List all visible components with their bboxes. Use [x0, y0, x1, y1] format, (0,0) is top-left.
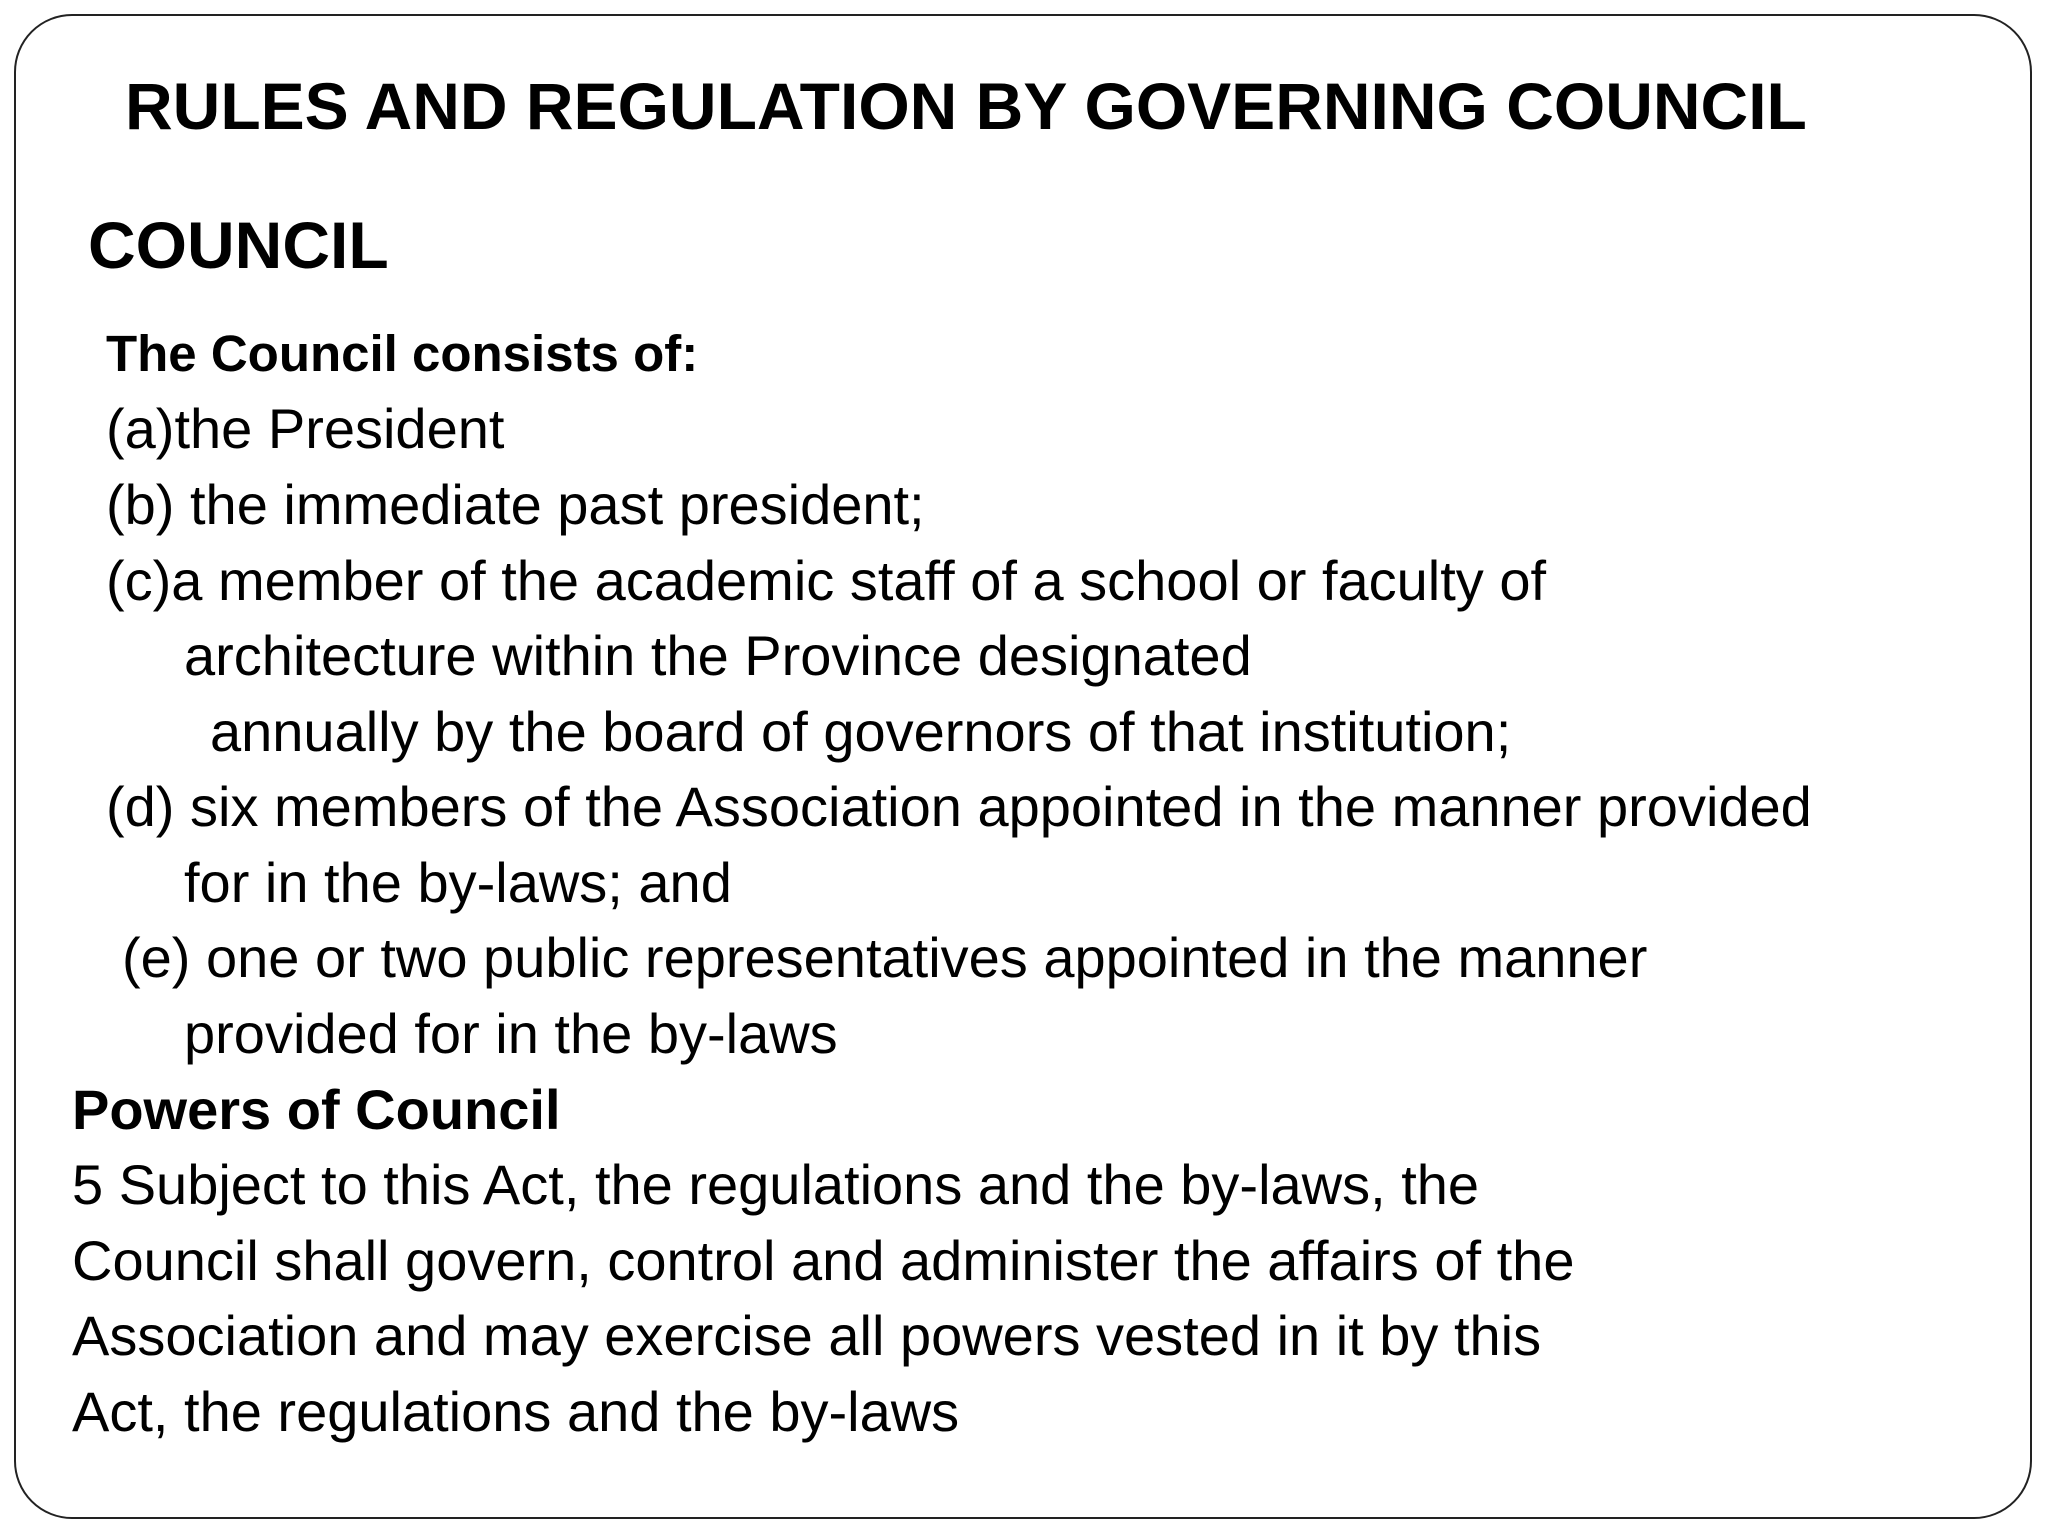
list-item-c: (c)a member of the academic staff of a school or faculty of: [106, 549, 1547, 612]
list-item-c-cont-1: architecture within the Province designated: [184, 624, 1252, 687]
list-item-a: (a)the President: [106, 397, 505, 460]
list-item-e: (e) one or two public representatives appointed in the manner: [122, 926, 1648, 989]
list-item-d: (d) six members of the Association appointed in the manner provided: [106, 775, 1812, 838]
council-intro: The Council consists of:: [106, 325, 699, 382]
powers-text-line-3: Association and may exercise all powers vested in it by this: [72, 1304, 1542, 1367]
list-item-d-cont: for in the by-laws; and: [184, 851, 732, 914]
list-item-c-cont-2: annually by the board of governors of that institution;: [210, 700, 1512, 763]
list-item-b: (b) the immediate past president;: [106, 473, 925, 536]
powers-text-line-2: Council shall govern, control and administer the affairs of the: [72, 1229, 1575, 1292]
powers-text-line-1: 5 Subject to this Act, the regulations and the by-laws, the: [72, 1153, 1480, 1216]
slide-title: RULES AND REGULATION BY GOVERNING COUNCIL: [125, 69, 1807, 143]
powers-heading: Powers of Council: [72, 1078, 561, 1141]
powers-text-line-4: Act, the regulations and the by-laws: [72, 1380, 960, 1443]
section-heading-council: COUNCIL: [88, 208, 389, 282]
list-item-e-cont: provided for in the by-laws: [184, 1002, 838, 1065]
